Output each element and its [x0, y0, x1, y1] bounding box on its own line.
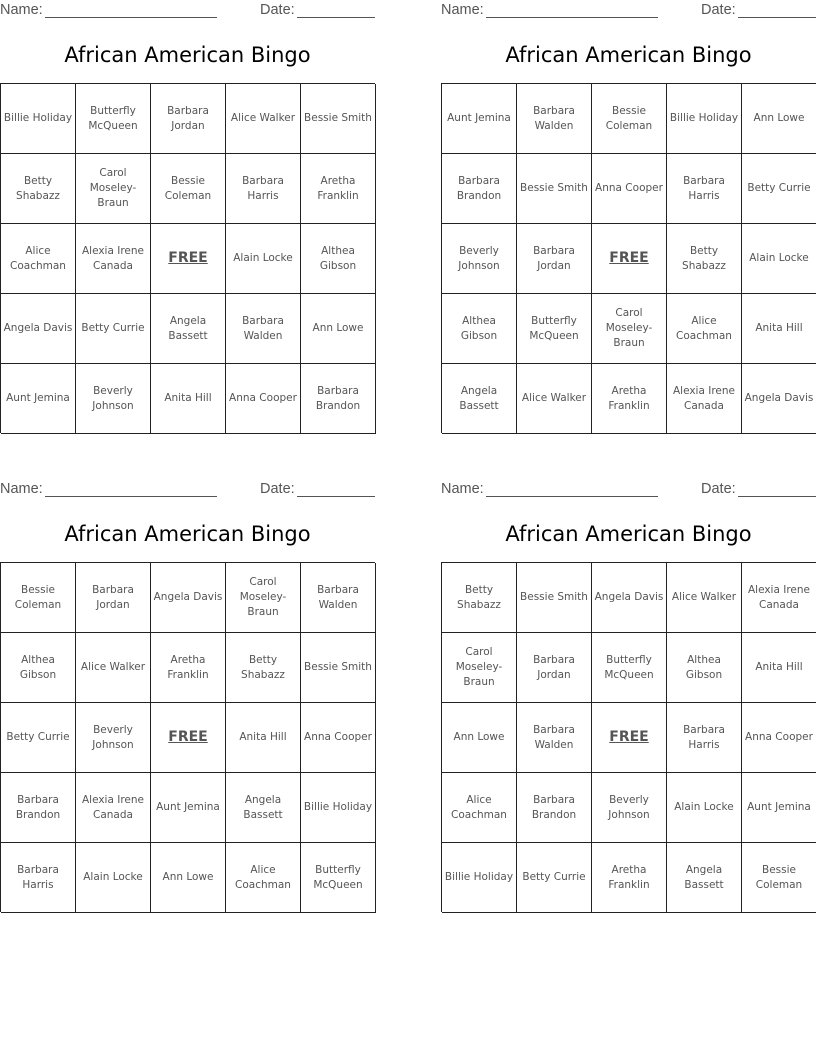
- bingo-cell: Alain Locke: [742, 224, 816, 294]
- bingo-cell: Bessie Smith: [301, 84, 376, 154]
- bingo-cell: Butterfly McQueen: [517, 294, 592, 364]
- bingo-cell: Angela Bassett: [667, 843, 742, 913]
- bingo-card-1: [0, 0, 375, 412]
- bingo-cell: Aretha Franklin: [301, 154, 376, 224]
- bingo-cell: Angela Davis: [151, 563, 226, 633]
- name-input-line[interactable]: [45, 496, 217, 497]
- card-title: African American Bingo: [505, 43, 752, 67]
- bingo-cell: Barbara Harris: [667, 154, 742, 224]
- bingo-cell: Alice Coachman: [442, 773, 517, 843]
- bingo-cell: Betty Shabazz: [1, 154, 76, 224]
- bingo-cell: Althea Gibson: [1, 633, 76, 703]
- bingo-cell: Beverly Johnson: [592, 773, 667, 843]
- card-header: [441, 0, 816, 22]
- bingo-cell: Alain Locke: [667, 773, 742, 843]
- bingo-cell: Bessie Coleman: [1, 563, 76, 633]
- bingo-cell: Ann Lowe: [151, 843, 226, 913]
- bingo-cell: Carol Moseley-Braun: [226, 563, 301, 633]
- bingo-cell: Billie Holiday: [442, 843, 517, 913]
- bingo-cell: Ann Lowe: [742, 84, 816, 154]
- bingo-grid: [441, 562, 816, 912]
- free-space-cell: FREE: [592, 703, 667, 773]
- bingo-cell: Alice Walker: [226, 84, 301, 154]
- bingo-cell: Barbara Walden: [517, 84, 592, 154]
- date-input-line[interactable]: [738, 17, 816, 18]
- name-label: Name:: [0, 481, 43, 497]
- bingo-cell: Barbara Jordan: [517, 224, 592, 294]
- bingo-cell: Aunt Jemina: [151, 773, 226, 843]
- name-input-line[interactable]: [486, 17, 658, 18]
- date-label: Date:: [260, 481, 295, 497]
- bingo-cell: Carol Moseley-Braun: [76, 154, 151, 224]
- card-title: African American Bingo: [64, 522, 311, 546]
- name-label: Name:: [441, 2, 484, 18]
- bingo-card-2: [441, 0, 816, 412]
- bingo-cell: Alain Locke: [226, 224, 301, 294]
- date-label: Date:: [260, 2, 295, 18]
- name-input-line[interactable]: [45, 17, 217, 18]
- bingo-cell: Alexia Irene Canada: [76, 224, 151, 294]
- bingo-cell: Barbara Harris: [667, 703, 742, 773]
- bingo-cell: Alice Walker: [76, 633, 151, 703]
- bingo-cell: Barbara Walden: [301, 563, 376, 633]
- bingo-cell: Betty Shabazz: [667, 224, 742, 294]
- bingo-cell: Anita Hill: [151, 364, 226, 434]
- bingo-cell: Butterfly McQueen: [301, 843, 376, 913]
- bingo-cell: Barbara Jordan: [517, 633, 592, 703]
- name-input-line[interactable]: [486, 496, 658, 497]
- bingo-grid: [0, 562, 375, 912]
- bingo-cell: Barbara Brandon: [301, 364, 376, 434]
- bingo-cell: Alice Walker: [667, 563, 742, 633]
- bingo-cell: Angela Davis: [592, 563, 667, 633]
- bingo-grid: [441, 83, 816, 433]
- bingo-cell: Barbara Walden: [517, 703, 592, 773]
- name-label: Name:: [441, 481, 484, 497]
- name-label: Name:: [0, 2, 43, 18]
- bingo-cell: Anita Hill: [742, 633, 816, 703]
- bingo-cell: Barbara Harris: [1, 843, 76, 913]
- bingo-cell: Aretha Franklin: [151, 633, 226, 703]
- bingo-card-4: [441, 479, 816, 891]
- bingo-cell: Alice Coachman: [226, 843, 301, 913]
- free-space-cell: FREE: [151, 703, 226, 773]
- bingo-cell: Angela Davis: [742, 364, 816, 434]
- bingo-cell: Betty Shabazz: [442, 563, 517, 633]
- bingo-cell: Ann Lowe: [301, 294, 376, 364]
- date-input-line[interactable]: [297, 17, 375, 18]
- bingo-cell: Betty Currie: [1, 703, 76, 773]
- date-label: Date:: [701, 481, 736, 497]
- bingo-cell: Bessie Smith: [517, 154, 592, 224]
- bingo-cell: Betty Shabazz: [226, 633, 301, 703]
- bingo-cell: Angela Bassett: [151, 294, 226, 364]
- bingo-cell: Aunt Jemina: [1, 364, 76, 434]
- bingo-cell: Barbara Brandon: [1, 773, 76, 843]
- bingo-cell: Barbara Brandon: [517, 773, 592, 843]
- bingo-cell: Althea Gibson: [442, 294, 517, 364]
- date-input-line[interactable]: [297, 496, 375, 497]
- bingo-cell: Alain Locke: [76, 843, 151, 913]
- bingo-cell: Butterfly McQueen: [76, 84, 151, 154]
- bingo-cell: Barbara Jordan: [76, 563, 151, 633]
- bingo-cell: Beverly Johnson: [76, 364, 151, 434]
- bingo-cell: Angela Bassett: [442, 364, 517, 434]
- bingo-cell: Anita Hill: [226, 703, 301, 773]
- bingo-cell: Angela Bassett: [226, 773, 301, 843]
- date-label: Date:: [701, 2, 736, 18]
- bingo-cell: Betty Currie: [76, 294, 151, 364]
- bingo-cell: Betty Currie: [742, 154, 816, 224]
- card-header: [441, 479, 816, 501]
- bingo-cell: Carol Moseley-Braun: [442, 633, 517, 703]
- bingo-cell: Angela Davis: [1, 294, 76, 364]
- card-header: [0, 479, 375, 501]
- date-input-line[interactable]: [738, 496, 816, 497]
- free-space-cell: FREE: [592, 224, 667, 294]
- bingo-cell: Barbara Harris: [226, 154, 301, 224]
- bingo-cell: Anna Cooper: [592, 154, 667, 224]
- bingo-cell: Aunt Jemina: [442, 84, 517, 154]
- bingo-cell: Billie Holiday: [301, 773, 376, 843]
- bingo-cell: Alexia Irene Canada: [742, 563, 816, 633]
- bingo-cell: Bessie Coleman: [151, 154, 226, 224]
- free-space-cell: FREE: [151, 224, 226, 294]
- bingo-cell: Aunt Jemina: [742, 773, 816, 843]
- bingo-cell: Betty Currie: [517, 843, 592, 913]
- bingo-cell: Bessie Smith: [517, 563, 592, 633]
- bingo-cell: Barbara Walden: [226, 294, 301, 364]
- bingo-cell: Butterfly McQueen: [592, 633, 667, 703]
- bingo-cell: Aretha Franklin: [592, 843, 667, 913]
- card-title: African American Bingo: [505, 522, 752, 546]
- bingo-cell: Alice Walker: [517, 364, 592, 434]
- bingo-cell: Anita Hill: [742, 294, 816, 364]
- bingo-cell: Barbara Brandon: [442, 154, 517, 224]
- bingo-cell: Alexia Irene Canada: [667, 364, 742, 434]
- bingo-cell: Anna Cooper: [226, 364, 301, 434]
- bingo-cell: Beverly Johnson: [442, 224, 517, 294]
- bingo-cell: Alexia Irene Canada: [76, 773, 151, 843]
- bingo-cell: Bessie Coleman: [592, 84, 667, 154]
- bingo-cell: Ann Lowe: [442, 703, 517, 773]
- bingo-cell: Althea Gibson: [667, 633, 742, 703]
- bingo-cell: Barbara Jordan: [151, 84, 226, 154]
- bingo-cell: Anna Cooper: [742, 703, 816, 773]
- bingo-card-3: [0, 479, 375, 891]
- bingo-grid: [0, 83, 375, 433]
- bingo-cell: Billie Holiday: [667, 84, 742, 154]
- card-title: African American Bingo: [64, 43, 311, 67]
- bingo-cell: Alice Coachman: [667, 294, 742, 364]
- bingo-cell: Aretha Franklin: [592, 364, 667, 434]
- bingo-cell: Bessie Smith: [301, 633, 376, 703]
- bingo-cell: Billie Holiday: [1, 84, 76, 154]
- bingo-cell: Beverly Johnson: [76, 703, 151, 773]
- bingo-cell: Carol Moseley-Braun: [592, 294, 667, 364]
- bingo-cell: Althea Gibson: [301, 224, 376, 294]
- bingo-cell: Anna Cooper: [301, 703, 376, 773]
- card-header: [0, 0, 375, 22]
- bingo-cell: Alice Coachman: [1, 224, 76, 294]
- bingo-cell: Bessie Coleman: [742, 843, 816, 913]
